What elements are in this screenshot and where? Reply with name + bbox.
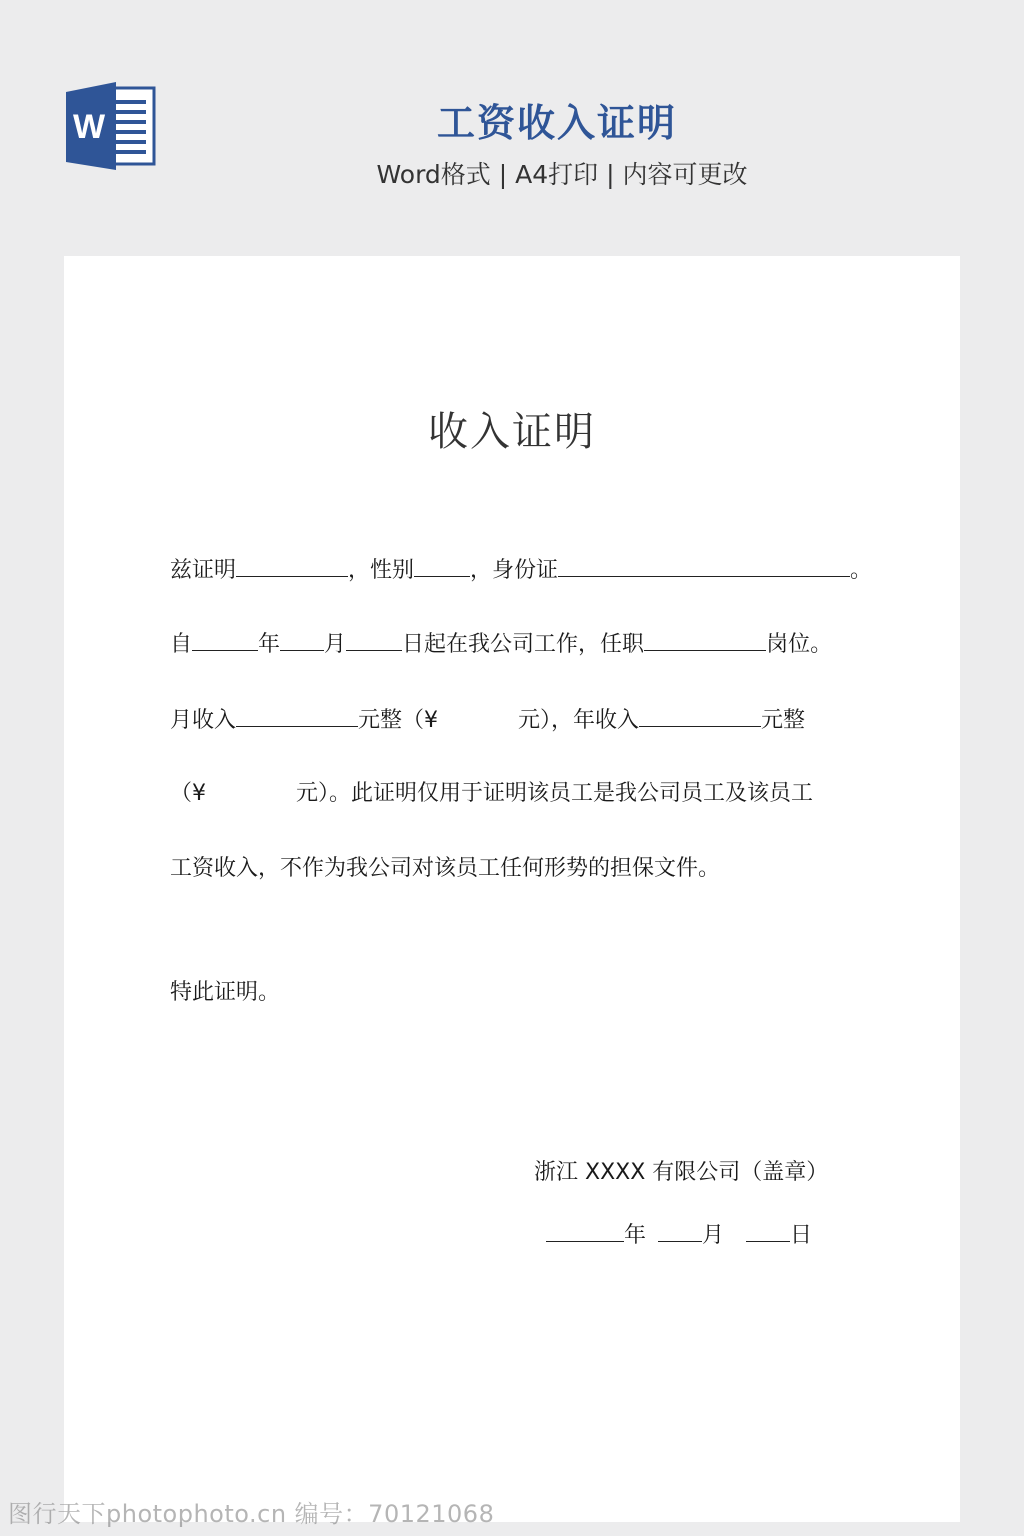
id-number-blank: [558, 554, 850, 577]
line2-text-2: 年: [258, 632, 281, 657]
line2-text-1: 自: [170, 632, 193, 657]
closing-text: 特此证明。: [170, 980, 281, 1005]
certificate-line-4: [170, 779, 813, 809]
annual-income-blank: [639, 704, 761, 727]
sign-month-blank: [658, 1219, 702, 1242]
line3-text-3: 元），年收入: [518, 708, 640, 733]
document-page: [64, 256, 960, 1522]
line3-text-2: 元整（¥: [358, 708, 439, 733]
certificate-line-1: [170, 554, 872, 586]
line3-text-4: 元整: [761, 708, 806, 733]
line2-text-5: 岗位。: [766, 632, 833, 657]
certificate-line-2: [170, 628, 832, 660]
line1-text-4: 。: [850, 558, 873, 583]
sign-year-label: 年: [624, 1223, 647, 1248]
position-blank: [644, 628, 766, 651]
certificate-line-3: [170, 704, 805, 736]
line4-text-2: 元）。此证明仅用于证明该员工是我公司员工及该员工: [296, 781, 814, 806]
document-title: 收入证明: [428, 409, 596, 455]
header-subtitle: Word格式 | A4打印 | 内容可更改: [376, 160, 748, 189]
sign-year-blank: [546, 1219, 624, 1242]
start-day-blank: [346, 628, 402, 651]
start-month-blank: [280, 628, 324, 651]
line3-text-1: 月收入: [170, 708, 237, 733]
certificate-line-5: 工资收入，不作为我公司对该员工任何形势的担保文件。: [170, 856, 721, 881]
name-blank: [236, 554, 348, 577]
monthly-income-blank: [236, 704, 358, 727]
sign-month-label: 月: [702, 1223, 725, 1248]
header-title: 工资收入证明: [436, 101, 677, 145]
line1-text-2: ，性别: [348, 558, 415, 583]
word-logo-letter: W: [72, 108, 106, 146]
line1-text-1: 兹证明: [170, 558, 237, 583]
line2-text-3: 月: [324, 632, 347, 657]
start-year-blank: [192, 628, 258, 651]
signature-date: [546, 1219, 812, 1251]
watermark-text: 图行天下photophoto.cn 编号：70121068: [8, 1500, 495, 1528]
sign-day-blank: [746, 1219, 790, 1242]
line4-text-1: （¥: [170, 781, 206, 806]
gender-blank: [414, 554, 470, 577]
company-signature: 浙江 XXXX 有限公司（盖章）: [534, 1160, 829, 1185]
line1-text-3: ，身份证: [470, 558, 559, 583]
line2-text-4: 日起在我公司工作，任职: [402, 632, 645, 657]
sign-day-label: 日: [790, 1223, 813, 1248]
